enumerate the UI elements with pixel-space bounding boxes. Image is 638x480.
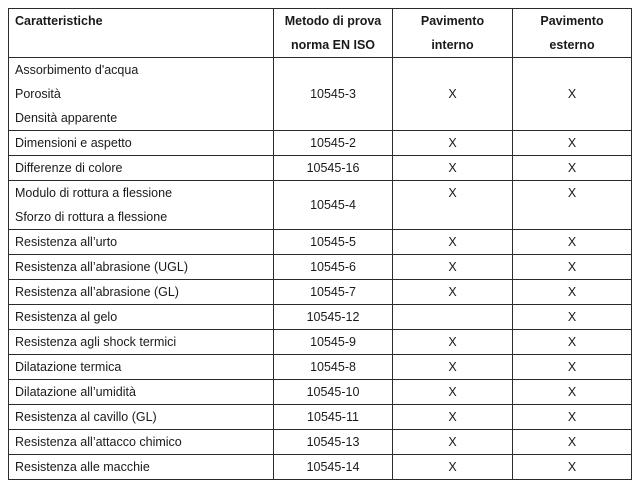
characteristic-name: Resistenza all’urto	[15, 235, 118, 249]
table-row	[9, 455, 632, 480]
table-row	[9, 330, 632, 355]
characteristic-cell	[9, 280, 274, 305]
test-method-cell: 10545-9	[274, 330, 393, 355]
header-characteristics-label: Caratteristiche	[15, 14, 103, 28]
test-method-cell: 10545-5	[274, 230, 393, 255]
test-method-cell: 10545-2	[274, 131, 393, 156]
characteristic-name: Sforzo di rottura a flessione	[15, 210, 168, 224]
characteristic-name: Resistenza all’abrasione (UGL)	[15, 260, 188, 274]
outdoor-floor-mark: X	[513, 355, 632, 380]
outdoor-floor-mark: X	[513, 181, 632, 230]
header-indoor-floor-line2: interno	[431, 38, 474, 52]
indoor-floor-mark: X	[393, 430, 513, 455]
table-row	[9, 230, 632, 255]
indoor-floor-mark: X	[393, 156, 513, 181]
outdoor-floor-mark: X	[513, 330, 632, 355]
table-header	[9, 9, 632, 58]
header-characteristics	[9, 9, 274, 58]
header-indoor-floor	[393, 9, 513, 58]
test-method-cell: 10545-14	[274, 455, 393, 480]
characteristic-cell	[9, 58, 274, 131]
tile-test-methods-table	[8, 8, 632, 480]
header-outdoor-floor-line2: esterno	[549, 38, 595, 52]
characteristic-cell	[9, 455, 274, 480]
header-row	[9, 9, 632, 58]
indoor-floor-mark: X	[393, 330, 513, 355]
test-method-cell: 10545-3	[274, 58, 393, 131]
indoor-floor-mark: X	[393, 230, 513, 255]
test-method-cell: 10545-4	[274, 181, 393, 230]
characteristic-name: Differenze di colore	[15, 161, 123, 175]
characteristic-name: Resistenza alle macchie	[15, 460, 150, 474]
outdoor-floor-mark: X	[513, 255, 632, 280]
header-test-method-line2: norma EN ISO	[290, 38, 376, 52]
characteristic-name: Resistenza al cavillo (GL)	[15, 410, 157, 424]
outdoor-floor-mark: X	[513, 305, 632, 330]
header-test-method	[274, 9, 393, 58]
outdoor-floor-mark: X	[513, 380, 632, 405]
table-row	[9, 156, 632, 181]
characteristic-name: Resistenza agli shock termici	[15, 335, 177, 349]
table-row	[9, 58, 632, 131]
characteristic-cell	[9, 355, 274, 380]
characteristic-cell	[9, 405, 274, 430]
outdoor-floor-mark: X	[513, 230, 632, 255]
indoor-floor-mark: X	[393, 255, 513, 280]
test-method-cell: 10545-11	[274, 405, 393, 430]
characteristic-cell	[9, 305, 274, 330]
table-row	[9, 430, 632, 455]
outdoor-floor-mark: X	[513, 156, 632, 181]
indoor-floor-mark: X	[393, 455, 513, 480]
outdoor-floor-mark: X	[513, 58, 632, 131]
characteristic-cell	[9, 156, 274, 181]
table-row	[9, 280, 632, 305]
outdoor-floor-mark: X	[513, 405, 632, 430]
header-outdoor-floor	[513, 9, 632, 58]
outdoor-floor-mark: X	[513, 430, 632, 455]
indoor-floor-mark	[393, 305, 513, 330]
characteristic-cell	[9, 230, 274, 255]
outdoor-floor-mark: X	[513, 455, 632, 480]
characteristic-name: Dimensioni e aspetto	[15, 136, 132, 150]
table-row	[9, 355, 632, 380]
characteristic-name: Resistenza al gelo	[15, 310, 118, 324]
test-method-cell: 10545-10	[274, 380, 393, 405]
characteristic-name: Resistenza all’attacco chimico	[15, 435, 182, 449]
table-row	[9, 380, 632, 405]
indoor-floor-mark: X	[393, 181, 513, 230]
outdoor-floor-mark: X	[513, 131, 632, 156]
table-row	[9, 255, 632, 280]
characteristic-name: Resistenza all’abrasione (GL)	[15, 285, 179, 299]
header-test-method-line1: Metodo di prova	[284, 14, 382, 28]
characteristic-cell	[9, 255, 274, 280]
test-method-cell: 10545-12	[274, 305, 393, 330]
test-method-cell: 10545-7	[274, 280, 393, 305]
characteristic-name: Modulo di rottura a flessione	[15, 186, 173, 200]
characteristic-cell	[9, 181, 274, 230]
header-indoor-floor-line1: Pavimento	[420, 14, 485, 28]
test-method-cell: 10545-16	[274, 156, 393, 181]
header-outdoor-floor-line1: Pavimento	[540, 14, 604, 28]
test-method-cell: 10545-13	[274, 430, 393, 455]
table-body	[9, 58, 632, 480]
indoor-floor-mark: X	[393, 380, 513, 405]
indoor-floor-mark: X	[393, 405, 513, 430]
characteristic-name: Assorbimento d'acqua	[15, 63, 139, 77]
test-method-cell: 10545-6	[274, 255, 393, 280]
characteristic-cell	[9, 330, 274, 355]
table-row	[9, 131, 632, 156]
characteristic-cell	[9, 131, 274, 156]
characteristic-name: Dilatazione all’umidità	[15, 385, 136, 399]
characteristic-name: Porosità	[15, 87, 61, 101]
indoor-floor-mark: X	[393, 131, 513, 156]
indoor-floor-mark: X	[393, 58, 513, 131]
table-row	[9, 405, 632, 430]
indoor-floor-mark: X	[393, 355, 513, 380]
characteristic-cell	[9, 380, 274, 405]
characteristic-cell	[9, 430, 274, 455]
outdoor-floor-mark: X	[513, 280, 632, 305]
characteristic-name: Dilatazione termica	[15, 360, 122, 374]
table-row	[9, 181, 632, 230]
test-method-cell: 10545-8	[274, 355, 393, 380]
indoor-floor-mark: X	[393, 280, 513, 305]
characteristic-name: Densità apparente	[15, 111, 118, 125]
table-row	[9, 305, 632, 330]
